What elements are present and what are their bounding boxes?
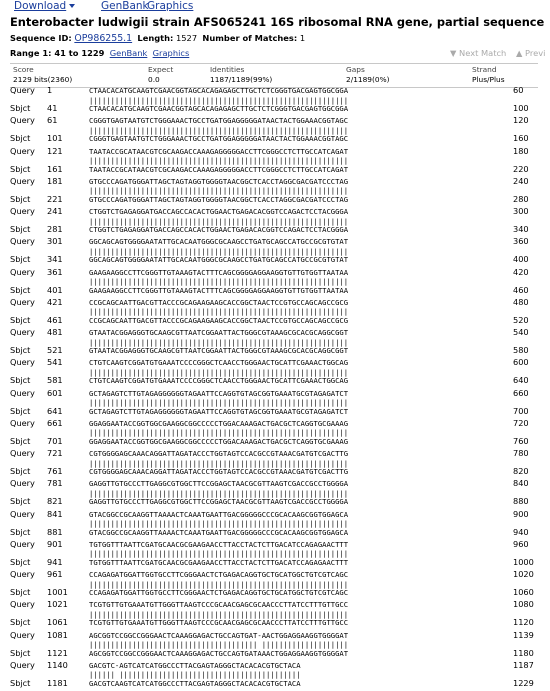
download-label: Download — [14, 0, 67, 12]
subject-sequence: GGCAGCAGTGGGGAATATTGCACAATGGGCGCAAGCCTGATGCAGCCATGCCGCGTGTAT — [89, 255, 349, 265]
query-sequence: TCGTGTTGTGAAATGTTGGGTTAAGTCCCGCAACGAGCGCAACCCTTATCCTTTGTTGCC — [89, 600, 349, 610]
subject-end: 760 — [513, 435, 529, 446]
query-start: 721 — [47, 448, 63, 458]
subject-sequence: CCAGAGATGGATTGGTGCCTTCGGGAACTCTGAGACAGGTGCTGCATGGCTGTCGTCAGC — [89, 588, 349, 597]
subject-start: 41 — [47, 103, 58, 113]
alignment-row — [10, 298, 538, 328]
subject-sequence: GTACGGCCGCAAGGTTAAAACTCAAATGAATTGACGGGGGCCCGCACAAGCGGTGGAGCA — [89, 527, 349, 537]
match-bars: |||||||||||||||||||||||||||||||||||||||||||||||||||||||||||| — [89, 307, 349, 317]
up-arrow-icon: ▲ — [516, 48, 523, 58]
subject-start: 1001 — [47, 587, 68, 597]
alignment-row — [10, 147, 538, 177]
query-label: Query — [10, 659, 35, 670]
subject-label: Sbjct — [10, 284, 31, 295]
query-end: 780 — [513, 448, 529, 458]
match-bars: |||||||||||||||||||||||||||||||||||||||||||||||||||||||||||| — [89, 519, 349, 528]
match-bars: |||||| |||||||||||||||||||||||||||||||||||||||||| — [89, 670, 301, 680]
subject-end: 640 — [513, 375, 529, 386]
query-end: 900 — [513, 508, 529, 519]
graphics-link[interactable]: Graphics — [147, 0, 194, 12]
matches-label: Number of Matches: — [202, 33, 298, 43]
subject-label: Sbjct — [10, 254, 31, 265]
subject-label: Sbjct — [10, 435, 31, 446]
match-bars: |||||||||||||||||||||||||||||||||||||||||||||||||||||||||||| — [89, 458, 349, 468]
stat-header-score: Score — [13, 65, 34, 74]
alignment-row — [10, 389, 538, 419]
range-label: Range 1: 41 to 1229 — [10, 48, 105, 58]
subject-start: 641 — [47, 405, 63, 416]
subject-start: 1121 — [47, 647, 68, 658]
subject-label: Sbjct — [10, 677, 31, 688]
subject-end: 820 — [513, 466, 529, 476]
query-end: 240 — [513, 175, 529, 186]
subject-start: 401 — [47, 284, 63, 295]
query-start: 241 — [47, 206, 63, 216]
subject-end: 460 — [513, 284, 529, 295]
query-start: 541 — [47, 357, 63, 368]
query-start: 961 — [47, 569, 63, 579]
subject-start: 881 — [47, 526, 63, 537]
subject-start: 1061 — [47, 617, 68, 628]
query-sequence: GAGGTTGTGCCCTTGAGGCGTGGCTTCCGGAGCTAACGCGTTAAGTCGACCGCCTGGGGA — [89, 479, 349, 489]
subject-end: 100 — [513, 103, 529, 113]
match-bars: |||||||||||||||||||||||||||||||||||||||||||||||||||||||||||| — [89, 95, 349, 105]
match-bars: |||||||||||||||||||||||||||||||||||||||||||||||||||||||||||| — [89, 609, 349, 619]
query-sequence: CTAACACATGCAAGTCGAACGGTAGCACAGAGAGCTTGCTCTCGGGTGACGAGTGGCGGA — [89, 86, 349, 95]
subject-sequence: CGTGGGGAGCAAACAGGATTAGATACCCTGGTAGTCCACGCCGTAAACGATGTCGACTTG — [89, 467, 349, 476]
query-start: 901 — [47, 538, 63, 549]
subject-start: 761 — [47, 466, 63, 476]
subject-sequence: GAGGTTGTGCCCTTGAGGCGTGGCTTCCGGAGCTAACGCGTTAAGTCGACCGCCTGGGGA — [89, 497, 349, 507]
query-label: Query — [10, 478, 35, 489]
query-sequence: CGTGGGGAGCAAACAGGATTAGATACCCTGGTAGTCCACGCCGTAAACGATGTCGACTTG — [89, 449, 349, 458]
stat-value-score: 2129 bits(2360) — [13, 75, 73, 84]
subject-end: 520 — [513, 314, 529, 325]
subject-label: Sbjct — [10, 556, 31, 567]
query-end: 720 — [513, 417, 529, 428]
subject-sequence: GTAATACGGAGGGTGCAAGCGTTAATCGGAATTACTGGGCGTAAAGCGCACGCAGGCGGT — [89, 346, 349, 355]
match-bars: |||||||||||||||||||||||||||||||||||||||||||||||||||||||||||| — [89, 549, 349, 559]
subject-sequence: GTGCCCAGATGGGATTAGCTAGTAGGTGGGGTAACGGCTCACCTAGGCGACGATCCCTAG — [89, 194, 349, 204]
length-label: Length: — [137, 33, 174, 43]
match-bars: |||||||||||||||||||||||||||||||||||||||||||||||||||||||||||| — [89, 398, 349, 407]
next-match-link[interactable] — [450, 48, 506, 58]
sequence-meta — [10, 33, 305, 44]
subject-label: Sbjct — [10, 466, 31, 476]
subject-end: 1000 — [513, 556, 534, 567]
subject-start: 521 — [47, 345, 63, 355]
query-start: 1 — [47, 85, 53, 95]
query-end: 180 — [513, 145, 529, 156]
matches-value: 1 — [299, 33, 306, 43]
query-label: Query — [10, 115, 35, 126]
match-bars: |||||||||||||||||||||||||||||||||||||||||||||||||||||||||||| — [89, 246, 349, 256]
query-end: 540 — [513, 327, 529, 337]
alignment-row — [10, 540, 538, 570]
subject-start: 581 — [47, 375, 63, 386]
alignment-row — [10, 631, 538, 661]
subject-sequence: TAATACCGCATAACGTCGCAAGACCAAAGAGGGGGACCTTCGGGCCTCTTGCCATCAGAT — [89, 164, 349, 174]
query-end: 840 — [513, 478, 529, 489]
match-bars: |||||||||||||||||||||||||||||||||||||||||||||||||||||||||||| — [89, 125, 349, 135]
query-label: Query — [10, 206, 35, 216]
query-sequence: CGGGTGAGTAATGTCTGGGAAACTGCCTGATGGAGGGGGATAACTACTGGAAACGGTAGC — [89, 116, 349, 126]
query-label: Query — [10, 569, 35, 579]
match-bars: |||||||||||||||||||||||||||||||||||||||||||||||||||||||||||| — [89, 186, 349, 196]
query-start: 1081 — [47, 629, 68, 640]
subject-end: 220 — [513, 163, 529, 174]
toolbar — [0, 0, 550, 14]
subject-sequence: CTGGTCTGAGAGGATGACCAGCCACACTGGAACTGAGACACGGTCCAGACTCCTACGGGA — [89, 225, 349, 234]
previous-match-label: Previ — [525, 48, 546, 58]
subject-sequence: CGGGTGAGTAATGTCTGGGAAACTGCCTGATGGAGGGGGATAACTACTGGAAACGGTAGC — [89, 134, 349, 144]
subject-sequence: AGCGGTCCGGCCGGGAACTCAAAGGAGACTGCCAGTGATAAACTGGAGGAAGGTGGGGAT — [89, 648, 349, 658]
query-sequence: CTGTCAAGTCGGATGTGAAATCCCCGGGCTCAACCTGGGAACTGCATTCGAAACTGGCAG — [89, 358, 349, 368]
stat-value-gaps: 2/1189(0%) — [346, 75, 390, 84]
query-sequence: GGCAGCAGTGGGGAATATTGCACAATGGGCGCAAGCCTGATGCAGCCATGCCGCGTGTAT — [89, 237, 349, 247]
query-start: 481 — [47, 327, 63, 337]
query-start: 361 — [47, 266, 63, 277]
query-start: 181 — [47, 175, 63, 186]
match-bars: |||||||||||||||||||||||||||||||||||||||||||||||||||||||||||| — [89, 277, 349, 286]
subject-start: 821 — [47, 496, 63, 507]
stat-header-expect: Expect — [148, 65, 174, 74]
subject-start: 701 — [47, 435, 63, 446]
alignment-row — [10, 358, 538, 388]
subject-label: Sbjct — [10, 224, 31, 234]
subject-start: 101 — [47, 133, 63, 144]
next-match-label: Next Match — [459, 48, 507, 58]
alignment-row — [10, 479, 538, 509]
subject-label: Sbjct — [10, 103, 31, 113]
subject-end: 160 — [513, 133, 529, 144]
query-label: Query — [10, 236, 35, 247]
query-label: Query — [10, 85, 35, 95]
alignment-stats — [10, 63, 538, 88]
query-start: 301 — [47, 236, 63, 247]
subject-label: Sbjct — [10, 163, 31, 174]
length-value: 1527 — [176, 33, 198, 43]
match-bars: ||||||||||||||||||||||||||||||||||||||| |||||||||||||||||||| — [89, 640, 349, 649]
query-start: 601 — [47, 387, 63, 398]
subject-start: 1181 — [47, 677, 68, 688]
subject-sequence: CTGTCAAGTCGGATGTGAAATCCCCGGGCTCAACCTGGGAACTGCATTCGAAACTGGCAG — [89, 376, 349, 386]
query-sequence: GAAGAAGGCCTTCGGGTTGTAAAGTACTTTCAGCGGGGAGGAAGGTGTTGTGGTTAATAA — [89, 267, 349, 277]
query-end: 420 — [513, 266, 529, 277]
query-start: 1140 — [47, 659, 68, 670]
subject-sequence: GACGTCAAGTCATCATGGCCCTTACGAGTAGGGCTACACACGTGCTACA — [89, 678, 301, 688]
subject-end: 400 — [513, 254, 529, 265]
subject-sequence: CTAACACATGCAAGTCGAACGGTAGCACAGAGAGCTTGCTCTCGGGTGACGAGTGGCGGA — [89, 104, 349, 113]
query-label: Query — [10, 599, 35, 610]
subject-end: 700 — [513, 405, 529, 416]
stat-value-strand: Plus/Plus — [472, 75, 505, 84]
stat-value-identities: 1187/1189(99%) — [210, 75, 273, 84]
query-sequence: CCAGAGATGGATTGGTGCCTTCGGGAACTCTGAGACAGGTGCTGCATGGCTGTCGTCAGC — [89, 570, 349, 579]
query-sequence: TGTGGTTTAATTCGATGCAACGCGAAGAACCTTACCTACTCTTGACATCCAGAGAACTTT — [89, 539, 349, 549]
query-end: 360 — [513, 236, 529, 247]
subject-sequence: GAAGAAGGCCTTCGGGTTGTAAAGTACTTTCAGCGGGGAGGAAGGTGTTGTGGTTAATAA — [89, 285, 349, 295]
query-label: Query — [10, 629, 35, 640]
subject-label: Sbjct — [10, 496, 31, 507]
stat-header-strand: Strand — [472, 65, 497, 74]
subject-label: Sbjct — [10, 375, 31, 386]
subject-end: 940 — [513, 526, 529, 537]
query-label: Query — [10, 508, 35, 519]
subject-sequence: TGTGGTTTAATTCGATGCAACGCGAAGAACCTTACCTACTCTTGACATCCAGAGAACTTT — [89, 557, 349, 567]
query-end: 120 — [513, 115, 529, 126]
subject-end: 280 — [513, 193, 529, 204]
subject-start: 221 — [47, 193, 63, 204]
alignment-row — [10, 177, 538, 207]
query-end: 1139 — [513, 629, 534, 640]
subject-label: Sbjct — [10, 587, 31, 597]
alignment-row — [10, 328, 538, 358]
match-bars: |||||||||||||||||||||||||||||||||||||||||||||||||||||||||||| — [89, 579, 349, 589]
query-start: 841 — [47, 508, 63, 519]
range-bar — [10, 48, 550, 60]
subject-label: Sbjct — [10, 405, 31, 416]
stat-header-identities: Identities — [210, 65, 245, 74]
subject-label: Sbjct — [10, 647, 31, 658]
subject-label: Sbjct — [10, 133, 31, 144]
query-sequence: TAATACCGCATAACGTCGCAAGACCAAAGAGGGGGACCTTCGGGCCTCTTGCCATCAGAT — [89, 146, 349, 156]
subject-label: Sbjct — [10, 345, 31, 355]
chevron-down-icon — [69, 4, 75, 8]
subject-end: 1120 — [513, 617, 534, 628]
subject-end: 340 — [513, 224, 529, 234]
query-start: 421 — [47, 296, 63, 307]
subject-sequence: CCGCAGCAATTGACGTTACCCGCAGAAGAAGCACCGGCTAACTCCGTGCCAGCAGCCGCG — [89, 315, 349, 325]
query-label: Query — [10, 417, 35, 428]
query-end: 600 — [513, 357, 529, 368]
query-start: 121 — [47, 145, 63, 156]
query-end: 960 — [513, 538, 529, 549]
query-label: Query — [10, 387, 35, 398]
query-end: 60 — [513, 85, 524, 95]
query-sequence: GTGCCCAGATGGGATTAGCTAGTAGGTGGGGTAACGGCTCACCTAGGCGACGATCCCTAG — [89, 176, 349, 186]
query-sequence: GACGTC-AGTCATCATGGCCCTTACGAGTAGGGCTACACACGTGCTACA — [89, 660, 301, 670]
subject-end: 1180 — [513, 647, 534, 658]
alignment-row — [10, 116, 538, 146]
alignment-row — [10, 207, 538, 237]
match-bars: |||||||||||||||||||||||||||||||||||||||||||||||||||||||||||| — [89, 337, 349, 347]
subject-end: 1229 — [513, 677, 534, 688]
query-sequence: GCTAGAGTCTTGTAGAGGGGGGTAGAATTCCAGGTGTAGCGGTGAAATGCGTAGAGATCT — [89, 388, 349, 398]
alignment-row — [10, 268, 538, 298]
subject-label: Sbjct — [10, 526, 31, 537]
query-start: 1021 — [47, 599, 68, 610]
match-bars: |||||||||||||||||||||||||||||||||||||||||||||||||||||||||||| — [89, 156, 349, 165]
alignment-row — [10, 510, 538, 540]
query-sequence: GGAGGAATACCGGTGGCGAAGGCGGCCCCCTGGACAAAGACTGACGCTCAGGTGCGAAAG — [89, 418, 349, 428]
match-bars: |||||||||||||||||||||||||||||||||||||||||||||||||||||||||||| — [89, 488, 349, 498]
query-sequence: AGCGGTCCGGCCGGGAACTCAAAGGAGACTGCCAGTGAT-AACTGGAGGAAGGTGGGGAT — [89, 630, 349, 640]
down-arrow-icon: ▼ — [450, 48, 457, 58]
query-end: 660 — [513, 387, 529, 398]
alignment-row — [10, 86, 538, 116]
subject-label: Sbjct — [10, 193, 31, 204]
alignment-row — [10, 570, 538, 600]
subject-sequence: GGAGGAATACCGGTGGCGAAGGCGGCCCCCTGGACAAAGACTGACGCTCAGGTGCGAAAG — [89, 436, 349, 446]
subject-sequence: GCTAGAGTCTTGTAGAGGGGGGTAGAATTCCAGGTGTAGCGGTGAAATGCGTAGAGATCT — [89, 406, 349, 416]
subject-sequence: TCGTGTTGTGAAATGTTGGGTTAAGTCCCGCAACGAGCGCAACCCTTATCCTTTGTTGCC — [89, 618, 349, 628]
subject-end: 880 — [513, 496, 529, 507]
query-start: 61 — [47, 115, 58, 126]
genbank-link[interactable]: GenBank — [101, 0, 149, 12]
subject-label: Sbjct — [10, 314, 31, 325]
alignment-row — [10, 419, 538, 449]
query-label: Query — [10, 357, 35, 368]
query-end: 480 — [513, 296, 529, 307]
alignment-row — [10, 661, 538, 691]
previous-match-link[interactable] — [516, 48, 545, 58]
alignment-row — [10, 600, 538, 630]
subject-start: 341 — [47, 254, 63, 265]
download-button[interactable] — [14, 0, 75, 12]
range-genbank-link[interactable]: GenBank — [109, 48, 148, 58]
subject-end: 580 — [513, 345, 529, 355]
query-sequence: CTGGTCTGAGAGGATGACCAGCCACACTGGAACTGAGACACGGTCCAGACTCCTACGGGA — [89, 207, 349, 216]
query-label: Query — [10, 327, 35, 337]
match-bars: |||||||||||||||||||||||||||||||||||||||||||||||||||||||||||| — [89, 428, 349, 438]
range-graphics-link[interactable]: Graphics — [152, 48, 190, 58]
alignment-block — [10, 86, 538, 691]
subject-start: 941 — [47, 556, 63, 567]
query-start: 661 — [47, 417, 63, 428]
query-sequence: CCGCAGCAATTGACGTTACCCGCAGAAGAAGCACCGGCTAACTCCGTGCCAGCAGCCGCG — [89, 297, 349, 307]
match-bars: |||||||||||||||||||||||||||||||||||||||||||||||||||||||||||| — [89, 367, 349, 377]
sequence-id-label: Sequence ID: — [10, 33, 72, 43]
stat-header-gaps: Gaps — [346, 65, 365, 74]
query-label: Query — [10, 538, 35, 549]
query-label: Query — [10, 175, 35, 186]
page-title: Enterobacter ludwigii strain AFS065241 16S ribosomal RNA gene, partial sequence — [10, 15, 545, 29]
alignment-row — [10, 449, 538, 479]
query-label: Query — [10, 296, 35, 307]
subject-start: 161 — [47, 163, 63, 174]
query-sequence: GTACGGCCGCAAGGTTAAAACTCAAATGAATTGACGGGGGCCCGCACAAGCGGTGGAGCA — [89, 509, 349, 519]
query-sequence: GTAATACGGAGGGTGCAAGCGTTAATCGGAATTACTGGGCGTAAAGCGCACGCAGGCGGT — [89, 328, 349, 337]
query-start: 781 — [47, 478, 63, 489]
query-label: Query — [10, 266, 35, 277]
sequence-id-link[interactable]: OP986255.1 — [74, 33, 133, 44]
query-end: 1080 — [513, 599, 534, 610]
query-label: Query — [10, 448, 35, 458]
query-end: 300 — [513, 206, 529, 216]
query-end: 1020 — [513, 569, 534, 579]
subject-label: Sbjct — [10, 617, 31, 628]
match-bars: |||||||||||||||||||||||||||||||||||||||||||||||||||||||||||| — [89, 216, 349, 226]
subject-end: 1060 — [513, 587, 534, 597]
stat-value-expect: 0.0 — [148, 75, 160, 84]
subject-start: 281 — [47, 224, 63, 234]
query-end: 1187 — [513, 659, 534, 670]
query-label: Query — [10, 145, 35, 156]
subject-start: 461 — [47, 314, 63, 325]
alignment-row — [10, 237, 538, 267]
